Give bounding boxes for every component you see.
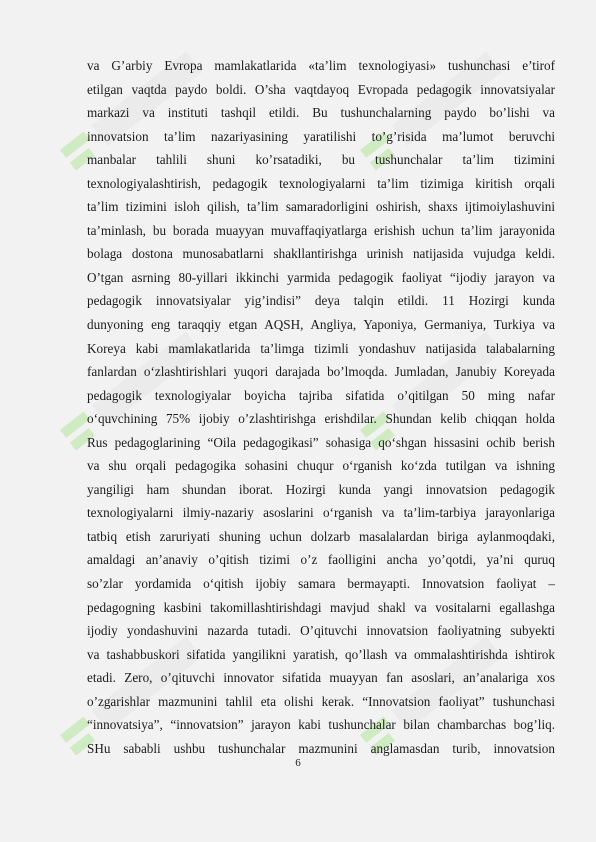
text-line: va G’arbiy Evropa mamlakatlarida «ta’lim texnologiyasi» tushunchasi e’tirof [87, 58, 555, 73]
text-line: pedagogning kasbini takomillashtirishdagi mavjud shakl va vositalarni egallashga [87, 599, 555, 615]
text-line: Koreya kabi mamlakatlarida ta’limga tizimli yondashuv natijasida talabalarning [87, 340, 555, 356]
text-line: Rus pedagoglarining “Oila pedagogikasi” sohasiga qo‘shgan hissasini ochib berish [87, 434, 555, 450]
text-line: ijodiy yondashuvini nazarda tutadi. O’qituvchi innovatsion faoliyatning subyekti [87, 623, 555, 639]
text-line: va tashabbuskori sifatida yangilikni yaratish, qo’llash va ommalashtirishda ishtirok [87, 646, 555, 662]
text-line: so’zlar yordamida o‘qitish ijobiy samara bermayapti. Innovatsion faoliyat – [87, 576, 555, 592]
text-line: va shu orqali pedagogika sohasini chuqur o‘rganish ko‘zda tutilgan va ishning [87, 458, 555, 474]
text-line: etadi. Zero, o’qituvchi innovator sifatida muayyan fan asoslari, an’analariga xos [87, 670, 555, 686]
text-line: etilgan vaqtda paydo boldi. O’sha vaqtdayoq Evropada pedagogik innovatsiyalar [87, 81, 555, 97]
text-line: o‘quvchining 75% ijobiy o’zlashtirishga erishdilar. Shundan kelib chiqqan holda [87, 411, 555, 427]
text-line: pedagogik innovatsiyalar yig’indisi” deya talqin etildi. 11 Hozirgi kunda [87, 293, 555, 309]
text-line: dunyoning eng taraqqiy etgan AQSH, Angliya, Yaponiya, Germaniya, Turkiya va [87, 317, 555, 333]
text-line: ta’lim tizimini isloh qilish, ta’lim samaradorligini oshirish, shaxs ijtimoiylashuvini [87, 199, 555, 215]
text-line: fanlardan o‘zlashtirishlari yuqori darajada bo’lmoqda. Jumladan, Janubiy Koreyada [87, 364, 555, 380]
text-line: o’zgarishlar mazmunini tahlil eta olishi kerak. “Innovatsion faoliyat” tushunchasi [87, 693, 555, 709]
page-number: 6 [295, 757, 301, 769]
text-line: pedagogik texnologiyalar boyicha tajriba sifatida o’qitilgan 50 ming nafar [87, 387, 555, 403]
text-line: bolaga dostona munosabatlarni shakllantirishga urinish natijasida vujudga keldi. [87, 246, 555, 262]
text-line: yangiligi ham shundan iborat. Hozirgi kunda yangi innovatsion pedagogik [87, 481, 555, 497]
text-line: manbalar tahlili shuni ko’rsatadiki, bu tushunchalar ta’lim tizimini [87, 152, 555, 168]
text-line: “innovatsiya”, “innovatsion” jarayon kabi tushunchalar bilan chambarchas bog’liq. [87, 717, 555, 733]
text-line: SHu sababli ushbu tushunchalar mazmunini anglamasdan turib, innovatsion [87, 740, 555, 756]
text-line: texnologiyalarni ilmiy-nazariy asoslarini o‘rganish va ta’lim-tarbiya jarayonlariga [87, 505, 555, 521]
text-line: innovatsion ta’lim nazariyasining yaratilishi to’g’risida ma’lumot beruvchi [87, 128, 555, 144]
text-line: O’tgan asrning 80-yillari ikkinchi yarmida pedagogik faoliyat “ijodiy jarayon va [87, 269, 555, 285]
body-text [87, 54, 555, 760]
text-line: amaldagi an’anaviy o’qitish tizimi o’z faolligini ancha yo’qotdi, ya’ni quruq [87, 552, 555, 568]
text-line: texnologiyalashtirish, pedagogik texnologiyalarni ta’lim tizimiga kiritish orqali [87, 175, 555, 191]
text-line: ta’minlash, bu borada muayyan muvaffaqiyatlarga erishish uchun ta’lim jarayonida [87, 222, 555, 238]
text-line: markazi va instituti tashqil etildi. Bu tushunchalarning paydo bo’lishi va [87, 105, 555, 121]
text-line: tatbiq etish zaruriyati shuning uchun dolzarb masalalardan biriga aylanmoqdaki, [87, 528, 555, 544]
